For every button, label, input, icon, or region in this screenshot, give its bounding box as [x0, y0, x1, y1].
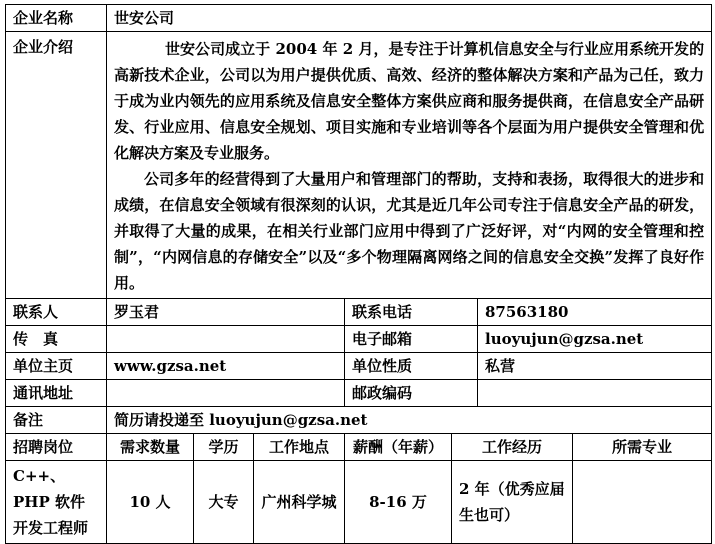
remark-label: 备注: [6, 407, 107, 434]
intro-paragraph-2: 公司多年的经营得到了大量用户和管理部门的帮助，支持和表扬，取得很大的进步和成绩，在信息安全领域有很深刻的认识，尤其是近几年公司专注于信息安全产品的研发，并取得了大量的成果，在相关行业部门应用中得到了广泛好评，对“内网的安全管理和控制”，“内网信息的存储安全”以及“多个物理隔离网络之间的信息安全交换”发挥了良好作用。: [114, 170, 705, 292]
job-location: 广州科学城: [254, 461, 345, 544]
nature-label: 单位性质: [345, 353, 478, 380]
contact-person-row: [6, 299, 712, 326]
job-experience: 2 年（优秀应届生也可）: [452, 461, 573, 544]
job-salary: 8-16 万: [345, 461, 452, 544]
postcode-label: 邮政编码: [345, 380, 478, 407]
address-row: [6, 380, 712, 407]
email-label: 电子邮箱: [345, 326, 478, 353]
company-intro-row: [6, 32, 712, 299]
fax-label: 传 真: [6, 326, 107, 353]
homepage-label: 单位主页: [6, 353, 107, 380]
contact-phone-value: 87563180: [478, 299, 712, 326]
company-info-table: [5, 4, 712, 544]
contact-phone-label: 联系电话: [345, 299, 478, 326]
intro-paragraph-1: 世安公司成立于 2004 年 2 月，是专注于计算机信息安全与行业应用系统开发的高新技术企业，公司以为用户提供优质、高效、经济的整体解决方案和产品为己任，致力于成为业内领先的应用系统及信息安全整体方案供应商和服务提供商，在信息安全产品研发、行业应用、信息安全规划、项目实施和专业培训等各个层面为用户提供安全管理和优化解决方案及专业服务。: [114, 40, 705, 162]
fax-email-row: [6, 326, 712, 353]
remark-value: 简历请投递至 luoyujun@gzsa.net: [107, 407, 712, 434]
fax-value: [107, 326, 345, 353]
address-value: [107, 380, 345, 407]
company-name-label: 企业名称: [6, 5, 107, 32]
job-education: 大专: [194, 461, 254, 544]
address-label: 通讯地址: [6, 380, 107, 407]
company-name-value: 世安公司: [107, 5, 712, 32]
contact-person-value: 罗玉君: [107, 299, 345, 326]
postcode-value: [478, 380, 712, 407]
homepage-row: [6, 353, 712, 380]
job-major: [573, 461, 712, 544]
company-intro-text: [107, 32, 712, 299]
company-intro-label: 企业介绍: [6, 32, 107, 299]
jobs-header-row: [6, 434, 712, 461]
job-header-quantity: 需求数量: [107, 434, 194, 461]
homepage-value: www.gzsa.net: [107, 353, 345, 380]
job-row: [6, 461, 712, 544]
job-position: C++、PHP 软件开发工程师: [6, 461, 107, 544]
job-header-education: 学历: [194, 434, 254, 461]
job-quantity: 10 人: [107, 461, 194, 544]
remark-row: [6, 407, 712, 434]
job-header-major: 所需专业: [573, 434, 712, 461]
job-header-location: 工作地点: [254, 434, 345, 461]
job-header-position: 招聘岗位: [6, 434, 107, 461]
nature-value: 私营: [478, 353, 712, 380]
company-name-row: [6, 5, 712, 32]
contact-person-label: 联系人: [6, 299, 107, 326]
job-header-experience: 工作经历: [452, 434, 573, 461]
job-header-salary: 薪酬（年薪）: [345, 434, 452, 461]
email-value: luoyujun@gzsa.net: [478, 326, 712, 353]
